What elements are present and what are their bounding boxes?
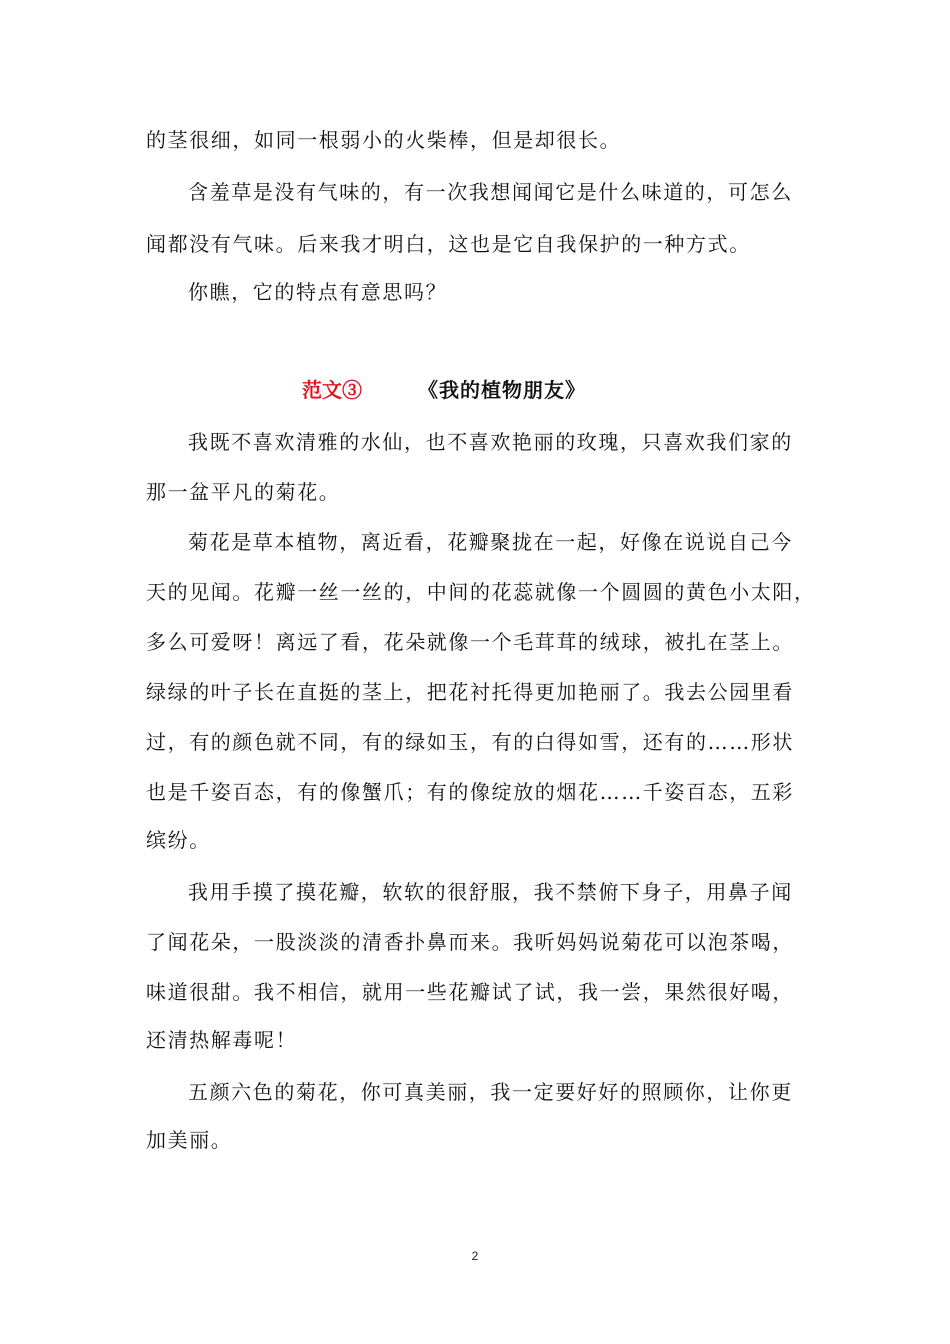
essay-title: 《我的植物朋友》 — [418, 378, 586, 402]
paragraph-line: 你瞧，它的特点有意思吗？ — [188, 280, 448, 304]
essay-heading — [302, 376, 586, 404]
paragraph-line: 过，有的颜色就不同，有的绿如玉，有的白得如雪，还有的……形状 — [146, 730, 794, 754]
paragraph-line: 含羞草是没有气味的，有一次我想闻闻它是什么味道的，可怎么 — [188, 180, 793, 204]
paragraph-line: 多么可爱呀！离远了看，花朵就像一个毛茸茸的绒球，被扎在茎上。 — [146, 630, 794, 654]
essay-label: 范文③ — [302, 378, 362, 402]
paragraph-line: 加美丽。 — [146, 1128, 233, 1152]
page-number: 2 — [471, 1249, 479, 1263]
paragraph-line: 五颜六色的菊花，你可真美丽，我一定要好好的照顾你，让你更 — [188, 1080, 793, 1104]
paragraph-line: 还清热解毒呢！ — [146, 1028, 298, 1052]
paragraph-line: 绿绿的叶子长在直挺的茎上，把花衬托得更加艳丽了。我去公园里看 — [146, 680, 794, 704]
paragraph-line: 味道很甜。我不相信，就用一些花瓣试了试，我一尝，果然很好喝， — [146, 980, 794, 1004]
paragraph-line: 闻都没有气味。后来我才明白，这也是它自我保护的一种方式。 — [146, 232, 751, 256]
paragraph-line: 那一盆平凡的菊花。 — [146, 480, 341, 504]
paragraph-line: 了闻花朵，一股淡淡的清香扑鼻而来。我听妈妈说菊花可以泡茶喝， — [146, 930, 794, 954]
paragraph-line: 天的见闻。花瓣一丝一丝的，中间的花蕊就像一个圆圆的黄色小太阳， — [146, 580, 816, 604]
paragraph-line: 缤纷。 — [146, 828, 211, 852]
paragraph-line: 也是千姿百态，有的像蟹爪；有的像绽放的烟花……千姿百态，五彩 — [146, 780, 794, 804]
paragraph-line: 我用手摸了摸花瓣，软软的很舒服，我不禁俯下身子，用鼻子闻 — [188, 880, 793, 904]
paragraph-line: 我既不喜欢清雅的水仙，也不喜欢艳丽的玫瑰，只喜欢我们家的 — [188, 430, 793, 454]
paragraph-line: 菊花是草本植物，离近看，花瓣聚拢在一起，好像在说说自己今 — [188, 530, 793, 554]
paragraph-line: 的茎很细，如同一根弱小的火柴棒，但是却很长。 — [146, 128, 622, 152]
